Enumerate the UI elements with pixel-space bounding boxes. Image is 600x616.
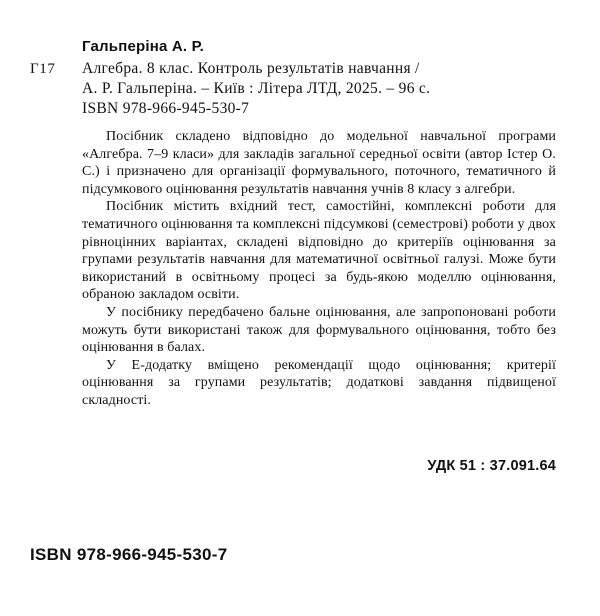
- bibliographic-record: [82, 59, 556, 119]
- classification-code: Г17: [30, 61, 56, 77]
- author-name: Гальперіна А. Р.: [82, 38, 204, 55]
- isbn-footer: ISBN 978-966-945-530-7: [30, 545, 228, 564]
- annotation-paragraph: У посібнику передбачено бальне оцінювання, але запропоновані роботи можуть бути використані також для формувального оцінювання, тобто без оцінювання в балах.: [82, 304, 556, 356]
- bibliographic-line-isbn: ISBN 978-966-945-530-7: [82, 100, 250, 117]
- annotation-paragraph: Посібник складено відповідно до модельної навчальної програми «Алгебра. 7–9 класи» для закладів загальної середньої освіти (автор Істер О. С.) і призначено для організації формувального, поточного, тематичного й підсумкового оцінювання результатів навчання учнів 8 класу з алгебри.: [82, 129, 556, 197]
- annotation: [82, 128, 556, 410]
- annotation-paragraph: Посібник містить вхідний тест, самостійні, комплексні роботи для тематичного оцінювання та комплексні підсумкові (семестрові) роботи у двох рівноцінних варіантах, складені відповідно до критеріїв оцінювання за групами результатів навчання для математичної освітньої галузі. Може бути використаний в освітньому процесі за будь-якою моделлю оцінювання, обраною закладом освіти.: [82, 199, 556, 303]
- annotation-paragraph: У Е-додатку вміщено рекомендації щодо оцінювання; критерії оцінювання за групами результатів; додаткові завдання підвищеної складності.: [82, 357, 556, 408]
- udk-code: УДК 51 : 37.091.64: [427, 458, 556, 474]
- bibliographic-line-title: Алгебра. 8 клас. Контроль результатів навчання /: [82, 60, 420, 77]
- bibliographic-line-publisher: А. Р. Гальперіна. – Київ : Літера ЛТД, 2025. – 96 с.: [82, 80, 431, 97]
